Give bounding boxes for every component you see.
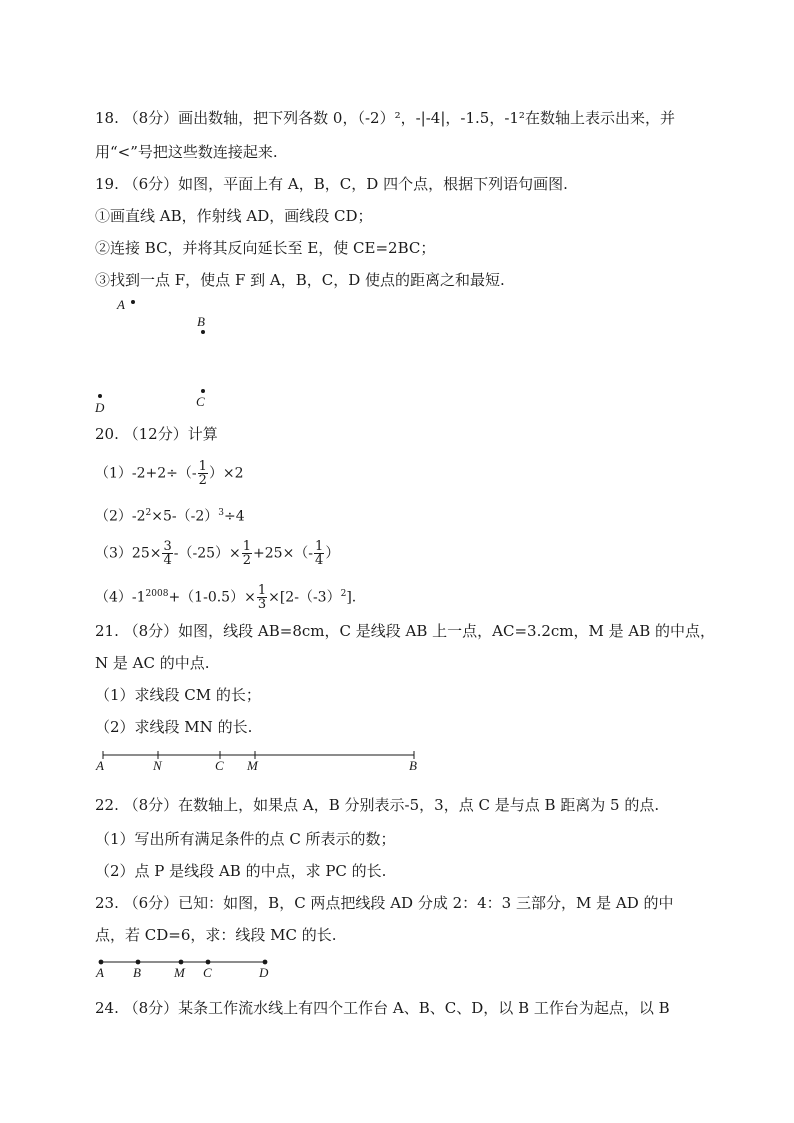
denominator: 4 bbox=[315, 553, 324, 568]
dot-m bbox=[179, 960, 184, 965]
exponent: 2 bbox=[145, 508, 152, 518]
q19-item3: ③找到一点 F，使点 F 到 A，B，C，D 使点的距离之和最短. bbox=[95, 271, 505, 289]
dot-c bbox=[206, 960, 211, 965]
q21-label-b: B bbox=[409, 758, 417, 773]
q23-label-m: M bbox=[174, 965, 185, 980]
q21-label-a: A bbox=[96, 758, 104, 773]
q21-item1: （1）求线段 CM 的长； bbox=[95, 686, 261, 704]
dot-b bbox=[136, 960, 141, 965]
denominator: 2 bbox=[242, 553, 252, 568]
exponent: 2008 bbox=[145, 589, 169, 599]
q23-line1: 23. （6分）已知：如图，B，C 两点把线段 AD 分成 2：4：3 三部分，M 是 AD 的中 bbox=[95, 894, 674, 912]
q22-item1: （1）写出所有满足条件的点 C 所表示的数； bbox=[95, 830, 396, 848]
dot-a bbox=[99, 960, 104, 965]
q21-line2: N 是 AC 的中点. bbox=[95, 654, 210, 672]
q20-p4-d: ]. bbox=[346, 589, 357, 606]
q20-p4-c: ×[2-（-3） bbox=[268, 589, 341, 606]
point-a-label: A bbox=[117, 297, 125, 312]
q20-p2-a: （2）-2 bbox=[95, 508, 146, 525]
q21-line1: 21. （8分）如图，线段 AB=8cm，C 是线段 AB 上一点，AC=3.2cm，M 是 AB 的中点， bbox=[95, 622, 716, 640]
numerator: 3 bbox=[163, 539, 172, 554]
q23-label-b: B bbox=[133, 965, 141, 980]
denominator: 4 bbox=[163, 553, 172, 568]
q23-label-c: C bbox=[203, 965, 212, 980]
q20-p1-post: ）×2 bbox=[208, 465, 244, 482]
q23-label-a: A bbox=[96, 965, 104, 980]
point-c-label: C bbox=[196, 394, 205, 409]
numerator: 1 bbox=[315, 539, 324, 554]
q20-p1-pre: （1）-2+2÷（- bbox=[95, 465, 197, 482]
q24-line1: 24. （8分）某条工作流水线上有四个工作台 A、B、C、D，以 B 工作台为起点，以 B bbox=[95, 999, 670, 1017]
exponent: 3 bbox=[218, 508, 225, 518]
q23-line2: 点，若 CD=6，求：线段 MC 的长. bbox=[95, 926, 337, 944]
dot-d bbox=[263, 960, 268, 965]
q21-label-m: M bbox=[247, 758, 258, 773]
q20-p2-c: ÷4 bbox=[224, 508, 245, 525]
q20-p3-b: -（-25）× bbox=[173, 545, 241, 562]
q19-head: 19. （6分）如图，平面上有 A，B，C，D 四个点，根据下列语句画图. bbox=[95, 175, 568, 193]
q20-head: 20. （12分）计算 bbox=[95, 425, 218, 443]
denominator: 3 bbox=[257, 597, 267, 613]
point-d-label: D bbox=[95, 400, 105, 415]
q21-label-n: N bbox=[153, 758, 162, 773]
q20-p3-d: ） bbox=[325, 545, 340, 562]
q20-p2-b: ×5-（-2） bbox=[151, 508, 219, 525]
numerator: 1 bbox=[257, 583, 267, 599]
numerator: 1 bbox=[242, 539, 252, 554]
q18-line2: 用“<”号把这些数连接起来. bbox=[95, 143, 278, 161]
q22-line1: 22. （8分）在数轴上，如果点 A，B 分别表示-5，3，点 C 是与点 B 距离为 5 的点. bbox=[95, 796, 660, 814]
point-b-label: B bbox=[197, 314, 205, 329]
q19-item2: ②连接 BC，并将其反向延长至 E，使 CE=2BC； bbox=[95, 239, 436, 257]
q23-label-d: D bbox=[259, 965, 269, 980]
q21-item2: （2）求线段 MN 的长. bbox=[95, 718, 253, 736]
denominator: 2 bbox=[198, 473, 207, 488]
q20-p3-c: +25×（- bbox=[253, 545, 314, 562]
q20-p3-a: （3）25× bbox=[95, 545, 162, 562]
q20-p4-b: +（1-0.5）× bbox=[168, 589, 256, 606]
q20-p4-a: （4）-1 bbox=[95, 589, 146, 606]
q22-item2: （2）点 P 是线段 AB 的中点，求 PC 的长. bbox=[95, 862, 387, 880]
q18-line1: 18. （8分）画出数轴，把下列各数 0，（-2）²，-|-4|，-1.5，-1²在数轴上表示出来，并 bbox=[95, 109, 675, 127]
exponent: 2 bbox=[340, 589, 347, 599]
q21-label-c: C bbox=[215, 758, 224, 773]
numerator: 1 bbox=[198, 459, 207, 474]
q19-item1: ①画直线 AB，作射线 AD，画线段 CD； bbox=[95, 207, 373, 225]
